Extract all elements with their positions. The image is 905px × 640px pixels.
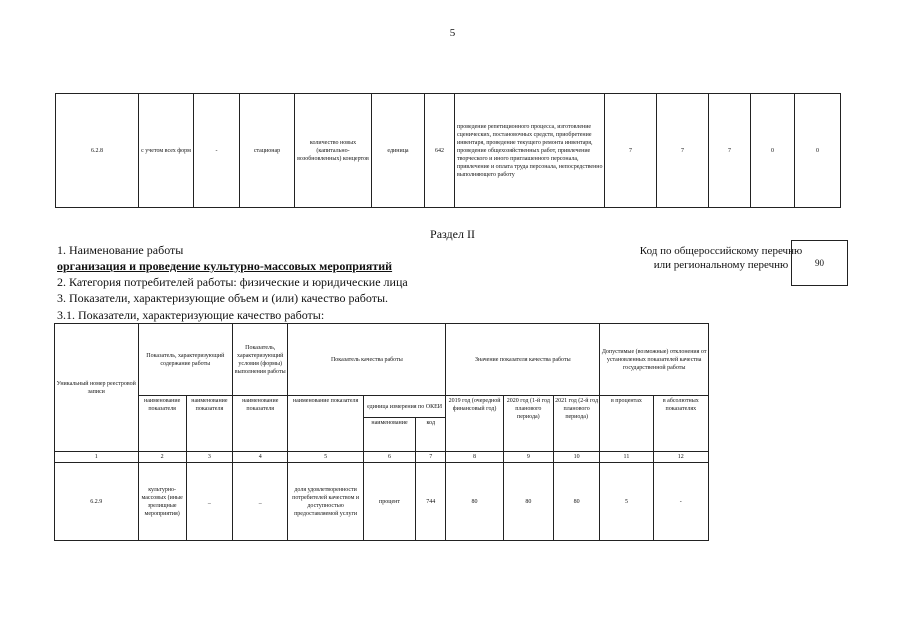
code-label: Код по общероссийскому перечню или региональному перечню — [639, 245, 803, 271]
table-cell: с учетом всех форм — [139, 94, 194, 208]
table-cell: проведение репетиционного процесса, изготовление сценических, постановочных средств, приобретение инвентаря, проведение текущего ремонта инвентаря, проведение общехозяйственных работ, привлечение творческого и иного приглашенного персонала, привлечение и оплата труда персонала, непосредственно выполняющего работу — [455, 94, 605, 208]
header-indicator-name: наименование показателя — [138, 396, 186, 452]
table-cell: 744 — [416, 463, 446, 541]
header-content: Показатель, характеризующий содержание работы — [138, 324, 233, 396]
header-2020: 2020 год (1-й год планового периода) — [503, 396, 553, 452]
indicators-line: 3. Показатели, характеризующие объем и (или) качество работы. — [57, 291, 389, 305]
header-indicator-name: наименование показателя — [288, 396, 363, 452]
header-2019: 2019 год (очередной финансовый год) — [446, 396, 503, 452]
header-unit-name: наименование — [363, 418, 415, 452]
column-number: 3 — [186, 452, 232, 463]
table-cell: _ — [186, 463, 232, 541]
table-cell: 642 — [425, 94, 455, 208]
header-indicator-name: наименование показателя — [186, 396, 232, 452]
column-number: 11 — [600, 452, 653, 463]
header-conditions: Показатель, характеризующий условия (формы) выполнения работы — [233, 324, 288, 396]
work-name-label: 1. Наименование работы — [57, 243, 184, 257]
table-cell: доля удовлетворенности потребителей качеством и доступностью предоставляемой услуги — [288, 463, 363, 541]
table-row — [55, 463, 709, 541]
table-cell: - — [194, 94, 240, 208]
header-absolute: в абсолютных показателях — [653, 396, 708, 452]
header-unit-code: код — [416, 418, 446, 452]
column-number: 1 — [55, 452, 139, 463]
column-number: 4 — [233, 452, 288, 463]
header-2021: 2021 год (2-й год планового периода) — [554, 396, 600, 452]
page-number: 5 — [449, 27, 456, 39]
header-indicator-name: наименование показателя — [233, 396, 288, 452]
table-cell: процент — [363, 463, 415, 541]
table-cell: стационар — [240, 94, 295, 208]
top-table — [55, 93, 841, 208]
header-unit: единица измерения по ОКЕИ — [363, 396, 446, 418]
table-row — [55, 324, 709, 396]
code-box — [791, 240, 848, 286]
table-cell: 80 — [554, 463, 600, 541]
header-deviation: Допустимые (возможные) отклонения от установленных показателей качества государственной работы — [600, 324, 709, 396]
consumers-line: 2. Категория потребителей работы: физические и юридические лица — [57, 275, 408, 289]
table-cell: 0 — [795, 94, 841, 208]
table-cell: количество новых (капитально-возобновленных) концертов — [295, 94, 372, 208]
code-value: 90 — [815, 258, 824, 268]
column-number: 2 — [138, 452, 186, 463]
table-cell: 0 — [751, 94, 795, 208]
quality-table — [54, 323, 709, 541]
column-number: 5 — [288, 452, 363, 463]
column-number: 6 — [363, 452, 415, 463]
quality-line: 3.1. Показатели, характеризующие качество работы: — [57, 308, 325, 322]
header-unique-no: Уникальный номер реестровой записи — [55, 324, 139, 452]
column-number: 10 — [554, 452, 600, 463]
table-row — [56, 94, 841, 208]
table-cell: единица — [372, 94, 425, 208]
table-cell: культурно-массовых (иные зрелищные мероприятия) — [138, 463, 186, 541]
column-number: 8 — [446, 452, 503, 463]
table-cell: _ — [233, 463, 288, 541]
column-number: 9 — [503, 452, 553, 463]
table-cell: 6.2.9 — [55, 463, 139, 541]
table-cell: 80 — [503, 463, 553, 541]
table-cell: 6.2.8 — [56, 94, 139, 208]
table-cell: 7 — [605, 94, 657, 208]
table-cell: 7 — [657, 94, 709, 208]
column-number: 7 — [416, 452, 446, 463]
work-name-value: организация и проведение культурно-массовых мероприятий — [57, 259, 393, 273]
section-title: Раздел II — [430, 227, 475, 241]
header-values: Значение показателя качества работы — [446, 324, 600, 396]
table-cell: 7 — [709, 94, 751, 208]
table-cell: 5 — [600, 463, 653, 541]
table-row — [55, 396, 709, 418]
table-row — [55, 452, 709, 463]
table-cell: 80 — [446, 463, 503, 541]
column-number: 12 — [653, 452, 708, 463]
table-cell: - — [653, 463, 708, 541]
header-percent: в процентах — [600, 396, 653, 452]
header-quality: Показатель качества работы — [288, 324, 446, 396]
